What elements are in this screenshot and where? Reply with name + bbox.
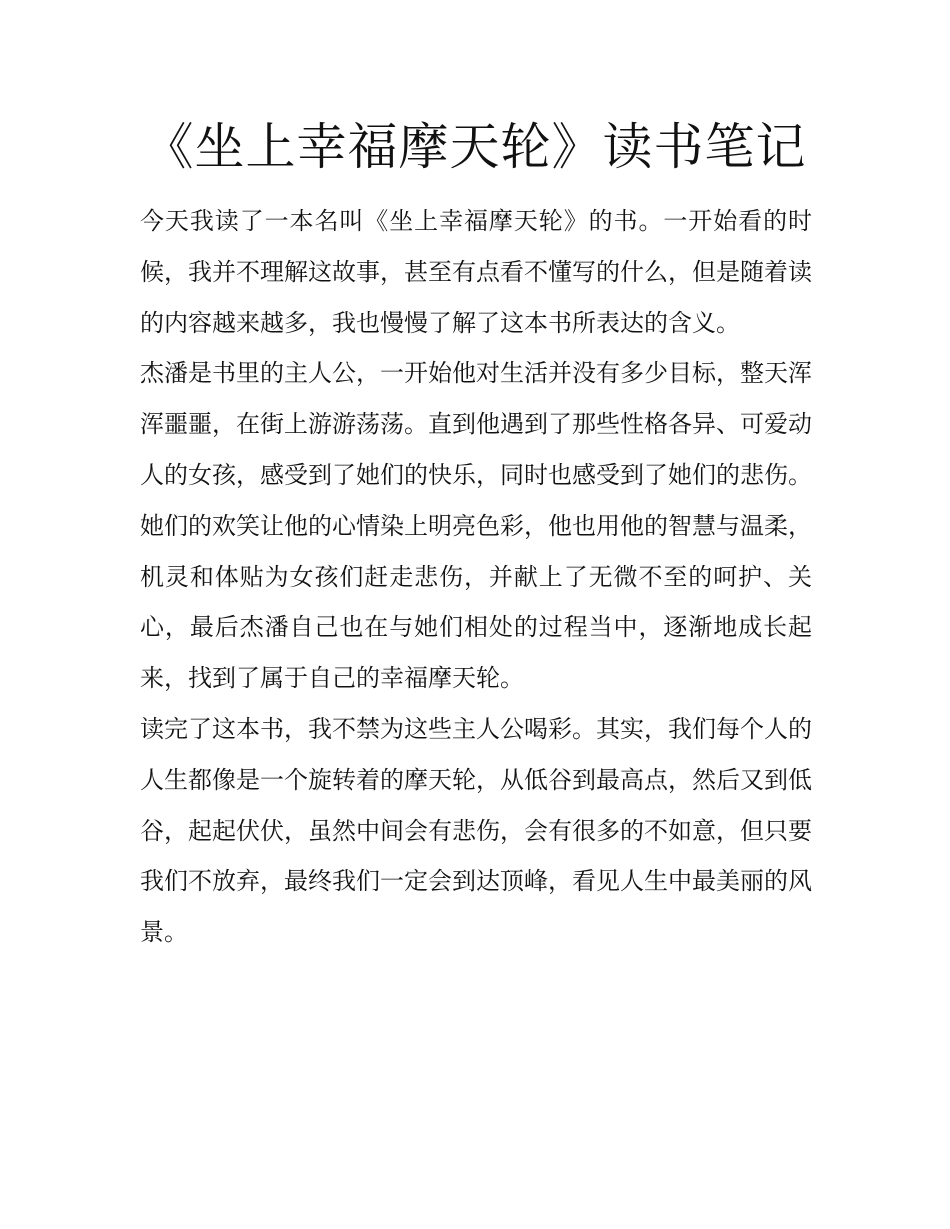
paragraph-3: 读完了这本书，我不禁为这些主人公喝彩。其实，我们每个人的人生都像是一个旋转着的摩天轮，从低谷到最高点，然后又到低谷，起起伏伏，虽然中间会有悲伤，会有很多的不如意，但只要我们不放弃，最终我们一定会到达顶峰，看见人生中最美丽的风景。 — [140, 714, 812, 947]
paragraph-1: 今天我读了一本名叫《坐上幸福摩天轮》的书。一开始看的时候，我并不理解这故事，甚至有点看不懂写的什么，但是随着读的内容越来越多，我也慢慢了解了这本书所表达的含义。 — [140, 207, 812, 337]
document-title: 《坐上幸福摩天轮》读书笔记 — [143, 118, 807, 176]
paragraph-2: 杰潘是书里的主人公，一开始他对生活并没有多少目标，整天浑浑噩噩，在街上游游荡荡。直到他遇到了那些性格各异、可爱动人的女孩，感受到了她们的快乐，同时也感受到了她们的悲伤。她们的欢笑让他的心情染上明亮色彩，他也用他的智慧与温柔，机灵和体贴为女孩们赶走悲伤，并献上了无微不至的呵护、关心，最后杰潘自己也在与她们相处的过程当中，逐渐地成长起来，找到了属于自己的幸福摩天轮。 — [140, 359, 812, 693]
document-body — [140, 196, 812, 958]
